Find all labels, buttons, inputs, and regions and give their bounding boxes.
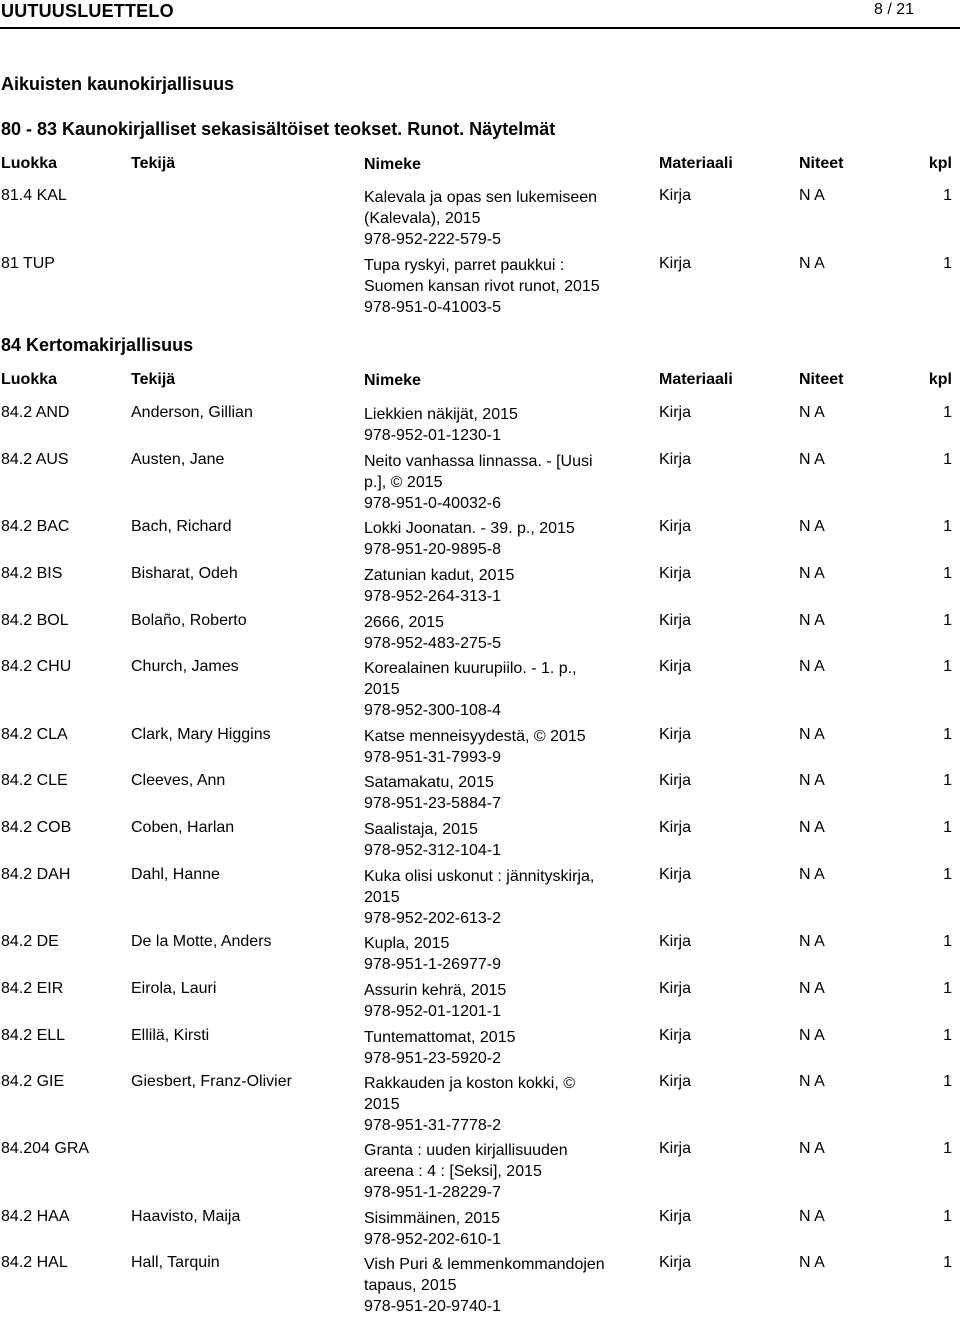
column-header-luokka: Luokka [1,155,58,172]
cell-nimeke [364,255,600,318]
title-line: Kupla, 2015 [364,935,450,952]
cell-materiaali: Kirja [659,255,692,272]
cell-tekija: Hall, Tarquin [131,1254,220,1271]
cell-tekija: Dahl, Hanne [131,866,220,883]
cell-luokka: 84.2 HAA [1,1208,70,1225]
isbn-line: 978-952-01-1201-1 [364,1003,501,1020]
cell-niteet: N A [799,565,825,582]
cell-luokka: 84.2 COB [1,819,72,836]
cell-nimeke [364,866,594,929]
cell-niteet: N A [799,1027,825,1044]
isbn-line: 978-952-483-275-5 [364,635,501,652]
cell-kpl: 1 [943,518,952,535]
cell-luokka: 84.2 GIE [1,1073,65,1090]
column-header-niteet: Niteet [799,155,844,172]
page-number: 8 / 21 [873,1,914,18]
title-line: Sisimmäinen, 2015 [364,1210,501,1227]
title-line: Zatunian kadut, 2015 [364,567,515,584]
cell-tekija: Church, James [131,658,239,675]
isbn-line: 978-952-202-610-1 [364,1231,501,1248]
section-title: 80 - 83 Kaunokirjalliset sekasisältöiset teokset. Runot. Näytelmät [1,119,556,139]
title-line: p.], © 2015 [364,474,443,491]
isbn-line: 978-951-1-26977-9 [364,956,501,973]
isbn-line: 978-952-222-579-5 [364,231,501,248]
cell-kpl: 1 [943,980,952,997]
cell-materiaali: Kirja [659,565,692,582]
cell-niteet: N A [799,1073,825,1090]
cell-nimeke [364,1254,605,1317]
section-title: 84 Kertomakirjallisuus [1,335,194,355]
title-line: Kuka olisi uskonut : jännityskirja, [364,868,595,885]
cell-luokka: 84.2 HAL [1,1254,68,1271]
cell-tekija: Bolaño, Roberto [131,612,247,629]
cell-tekija: Ellilä, Kirsti [131,1027,210,1044]
cell-materiaali: Kirja [659,1208,692,1225]
column-header-kpl: kpl [928,155,952,172]
cell-materiaali: Kirja [659,772,692,789]
cell-kpl: 1 [943,866,952,883]
cell-luokka: 84.2 CHU [1,658,72,675]
cell-nimeke [364,187,597,250]
cell-nimeke [364,1073,575,1136]
title-line: Neito vanhassa linnassa. - [Uusi [364,453,593,470]
title-line: 2015 [364,681,400,698]
cell-materiaali: Kirja [659,1027,692,1044]
column-header-niteet: Niteet [799,371,844,388]
title-line: 2015 [364,1096,400,1113]
cell-niteet: N A [799,933,825,950]
column-header-tekija: Tekijä [131,155,176,172]
cell-materiaali: Kirja [659,933,692,950]
cell-kpl: 1 [943,1140,952,1157]
header-rule [0,27,960,29]
cell-nimeke [364,980,506,1022]
cell-tekija: Coben, Harlan [131,819,235,836]
cell-materiaali: Kirja [659,612,692,629]
cell-materiaali: Kirja [659,518,692,535]
cell-niteet: N A [799,187,825,204]
cell-luokka: 84.2 AUS [1,451,69,468]
cell-kpl: 1 [943,1027,952,1044]
cell-nimeke [364,933,501,975]
isbn-line: 978-952-202-613-2 [364,910,501,927]
isbn-line: 978-951-23-5920-2 [364,1050,501,1067]
isbn-line: 978-952-312-104-1 [364,842,501,859]
title-line: Lokki Joonatan. - 39. p., 2015 [364,520,575,537]
cell-tekija: Anderson, Gillian [131,404,253,421]
cell-kpl: 1 [943,565,952,582]
isbn-line: 978-951-0-40032-6 [364,495,501,512]
cell-nimeke [364,451,593,514]
cell-niteet: N A [799,658,825,675]
cell-niteet: N A [799,1254,825,1271]
cell-niteet: N A [799,726,825,743]
cell-niteet: N A [799,612,825,629]
cell-materiaali: Kirja [659,658,692,675]
cell-luokka: 84.2 CLE [1,772,68,789]
title-line: Saalistaja, 2015 [364,821,478,838]
title-line: Vish Puri & lemmenkommandojen [364,1256,605,1273]
column-header-nimeke: Nimeke [364,372,421,389]
cell-nimeke [364,819,501,861]
column-header-row [0,155,960,175]
cell-luokka: 84.2 CLA [1,726,68,743]
cell-materiaali: Kirja [659,819,692,836]
isbn-line: 978-952-300-108-4 [364,702,501,719]
isbn-line: 978-952-01-1230-1 [364,427,501,444]
cell-tekija: Clark, Mary Higgins [131,726,271,743]
title-line: Liekkien näkijät, 2015 [364,406,518,423]
cell-nimeke [364,518,575,560]
cell-luokka: 84.2 DE [1,933,59,950]
cell-niteet: N A [799,404,825,421]
cell-tekija: Bach, Richard [131,518,232,535]
isbn-line: 978-951-20-9895-8 [364,541,501,558]
cell-nimeke [364,772,501,814]
cell-kpl: 1 [943,819,952,836]
cell-kpl: 1 [943,658,952,675]
cell-niteet: N A [799,1208,825,1225]
cell-luokka: 84.2 BOL [1,612,69,629]
page-header [0,0,960,24]
cell-luokka: 84.204 GRA [1,1140,90,1157]
cell-materiaali: Kirja [659,866,692,883]
title-line: Rakkauden ja koston kokki, © [364,1075,576,1092]
cell-materiaali: Kirja [659,726,692,743]
cell-nimeke [364,1208,501,1250]
cell-kpl: 1 [943,726,952,743]
cell-luokka: 81.4 KAL [1,187,67,204]
cell-kpl: 1 [943,933,952,950]
cell-kpl: 1 [943,772,952,789]
isbn-line: 978-951-31-7778-2 [364,1117,501,1134]
cell-tekija: Giesbert, Franz-Olivier [131,1073,292,1090]
cell-niteet: N A [799,819,825,836]
cell-tekija: De la Motte, Anders [131,933,272,950]
column-header-kpl: kpl [928,371,952,388]
title-line: Suomen kansan rivot runot, 2015 [364,278,600,295]
isbn-line: 978-951-20-9740-1 [364,1298,501,1315]
title-line: Tupa ryskyi, parret paukkui : [364,257,565,274]
column-header-luokka: Luokka [1,371,58,388]
document-title: UUTUUSLUETTELO [1,1,174,21]
cell-luokka: 84.2 EIR [1,980,64,997]
cell-kpl: 1 [943,1073,952,1090]
title-line: Granta : uuden kirjallisuuden [364,1142,568,1159]
cell-kpl: 1 [943,404,952,421]
title-line: Assurin kehrä, 2015 [364,982,507,999]
title-line: (Kalevala), 2015 [364,210,481,227]
cell-kpl: 1 [943,1208,952,1225]
category-heading: Aikuisten kaunokirjallisuus [1,74,235,94]
column-header-materiaali: Materiaali [659,155,733,172]
title-line: tapaus, 2015 [364,1277,457,1294]
cell-nimeke [364,565,514,607]
cell-kpl: 1 [943,451,952,468]
cell-niteet: N A [799,980,825,997]
cell-luokka: 84.2 AND [1,404,70,421]
cell-niteet: N A [799,772,825,789]
title-line: Kalevala ja opas sen lukemiseen [364,189,598,206]
cell-niteet: N A [799,255,825,272]
cell-luokka: 81 TUP [1,255,55,272]
title-line: areena : 4 : [Seksi], 2015 [364,1163,542,1180]
cell-niteet: N A [799,866,825,883]
cell-niteet: N A [799,451,825,468]
cell-materiaali: Kirja [659,187,692,204]
cell-materiaali: Kirja [659,1140,692,1157]
title-line: Korealainen kuurupiilo. - 1. p., [364,660,577,677]
cell-materiaali: Kirja [659,980,692,997]
cell-tekija: Haavisto, Maija [131,1208,241,1225]
cell-luokka: 84.2 DAH [1,866,71,883]
cell-nimeke [364,658,577,721]
column-header-materiaali: Materiaali [659,371,733,388]
cell-nimeke [364,612,501,654]
isbn-line: 978-952-264-313-1 [364,588,501,605]
isbn-line: 978-951-31-7993-9 [364,749,501,766]
cell-niteet: N A [799,1140,825,1157]
cell-materiaali: Kirja [659,451,692,468]
cell-nimeke [364,726,586,768]
column-header-row [0,371,960,391]
isbn-line: 978-951-0-41003-5 [364,299,501,316]
cell-luokka: 84.2 BAC [1,518,70,535]
cell-kpl: 1 [943,187,952,204]
cell-materiaali: Kirja [659,1073,692,1090]
cell-materiaali: Kirja [659,1254,692,1271]
cell-tekija: Eirola, Lauri [131,980,217,997]
cell-nimeke [364,1027,516,1069]
cell-niteet: N A [799,518,825,535]
cell-kpl: 1 [943,1254,952,1271]
title-line: 2666, 2015 [364,614,445,631]
title-line: Tuntemattomat, 2015 [364,1029,516,1046]
cell-luokka: 84.2 ELL [1,1027,66,1044]
column-header-nimeke: Nimeke [364,156,421,173]
isbn-line: 978-951-1-28229-7 [364,1184,501,1201]
title-line: Satamakatu, 2015 [364,774,494,791]
title-line: Katse menneisyydestä, © 2015 [364,728,586,745]
cell-tekija: Bisharat, Odeh [131,565,238,582]
cell-nimeke [364,1140,568,1203]
cell-luokka: 84.2 BIS [1,565,63,582]
title-line: 2015 [364,889,400,906]
cell-nimeke [364,404,518,446]
cell-tekija: Austen, Jane [131,451,225,468]
cell-tekija: Cleeves, Ann [131,772,226,789]
cell-materiaali: Kirja [659,404,692,421]
cell-kpl: 1 [943,255,952,272]
column-header-tekija: Tekijä [131,371,176,388]
isbn-line: 978-951-23-5884-7 [364,795,501,812]
cell-kpl: 1 [943,612,952,629]
